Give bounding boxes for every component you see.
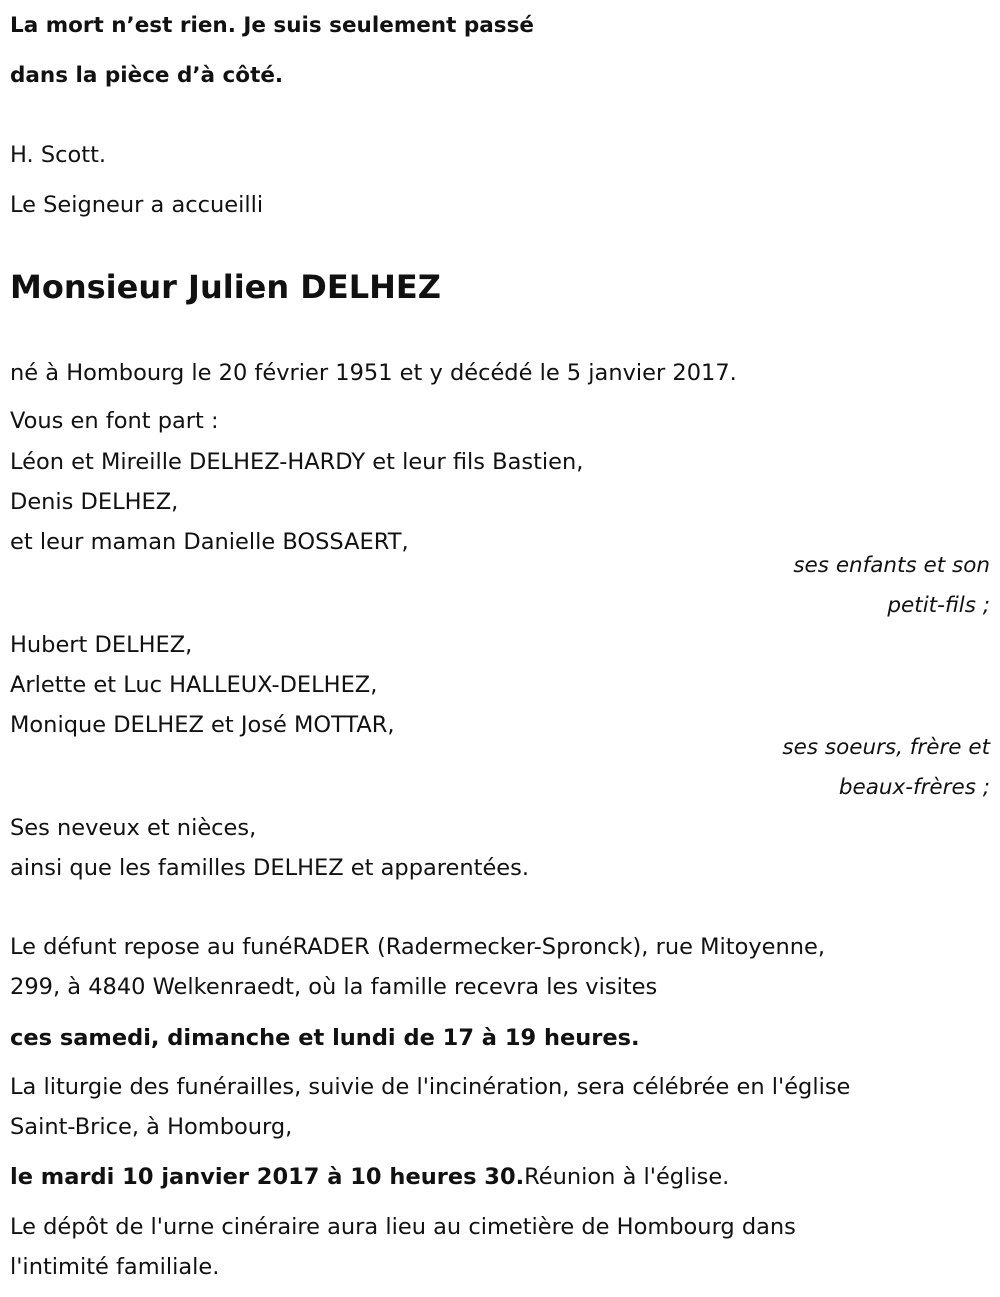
- funeral-date-line: [10, 1162, 729, 1192]
- funeral-line: La liturgie des funérailles, suivie de l'incinération, sera célébrée en l'église: [10, 1074, 851, 1100]
- intro-text: Le Seigneur a accueilli: [10, 192, 264, 218]
- family-line: Ses neveux et nièces,: [10, 815, 257, 841]
- relation-label: ses soeurs, frère et: [782, 735, 990, 760]
- funeral-meeting: Réunion à l'église.: [524, 1164, 730, 1190]
- family-line: et leur maman Danielle BOSSAERT,: [10, 529, 409, 555]
- family-line: Monique DELHEZ et José MOTTAR,: [10, 712, 395, 738]
- family-line: Léon et Mireille DELHEZ-HARDY et leur fils Bastien,: [10, 449, 584, 475]
- family-line: Denis DELHEZ,: [10, 489, 179, 515]
- quote-line-1: La mort n’est rien. Je suis seulement passé: [10, 13, 534, 38]
- deceased-name: Monsieur Julien DELHEZ: [10, 268, 441, 306]
- quote-author: H. Scott.: [10, 142, 107, 168]
- relation-label: petit-fils ;: [887, 593, 990, 618]
- family-line: ainsi que les familles DELHEZ et apparentées.: [10, 855, 530, 881]
- quote-line-2: dans la pièce d’à côté.: [10, 63, 284, 88]
- funeral-line: Saint-Brice, à Hombourg,: [10, 1114, 293, 1140]
- family-line: Arlette et Luc HALLEUX-DELHEZ,: [10, 672, 378, 698]
- family-line: Hubert DELHEZ,: [10, 632, 193, 658]
- birth-death: né à Hombourg le 20 février 1951 et y décédé le 5 janvier 2017.: [10, 360, 737, 386]
- visitation-line: 299, à 4840 Welkenraedt, où la famille recevra les visites: [10, 974, 658, 1000]
- visitation-line: Le défunt repose au funéRADER (Radermecker-Spronck), rue Mitoyenne,: [10, 934, 826, 960]
- urn-line: Le dépôt de l'urne cinéraire aura lieu au cimetière de Hombourg dans: [10, 1214, 796, 1240]
- relation-label: beaux-frères ;: [838, 775, 990, 800]
- visitation-hours: ces samedi, dimanche et lundi de 17 à 19 heures.: [10, 1025, 640, 1051]
- announce: Vous en font part :: [10, 408, 219, 434]
- relation-label: ses enfants et son: [793, 553, 990, 578]
- funeral-date: le mardi 10 janvier 2017 à 10 heures 30.: [10, 1164, 525, 1190]
- urn-line: l'intimité familiale.: [10, 1254, 220, 1280]
